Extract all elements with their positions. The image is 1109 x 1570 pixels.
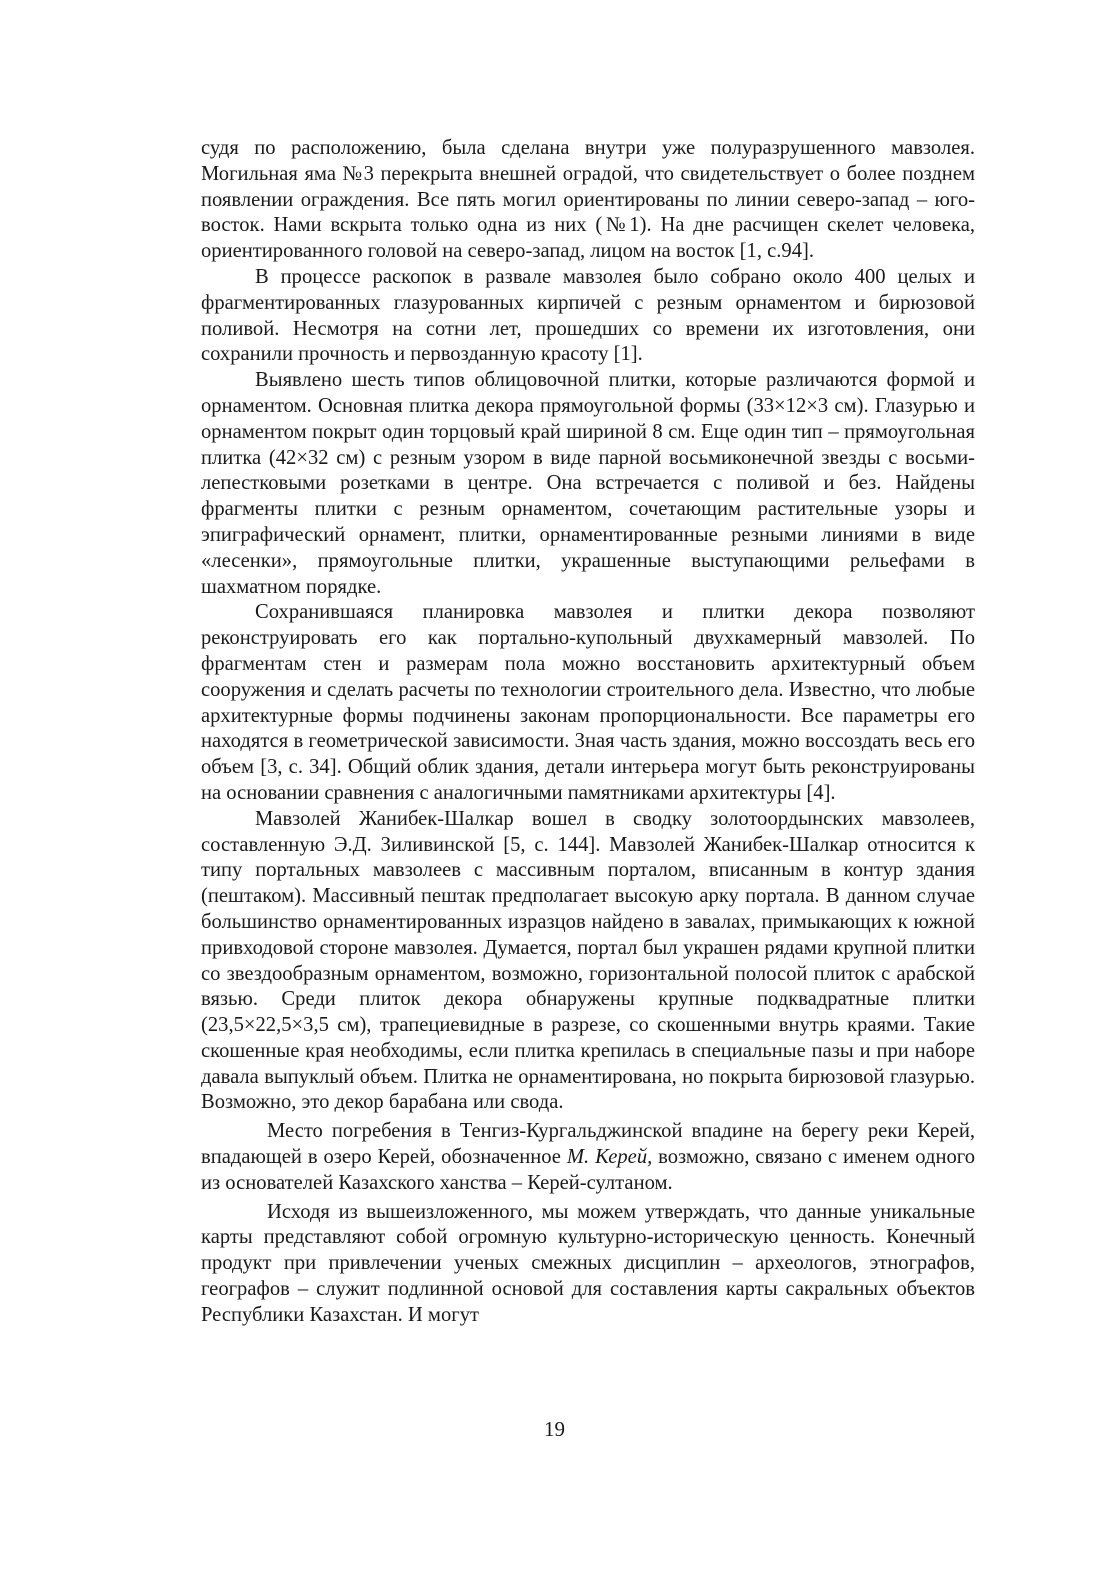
paragraph: судя по расположению, была сделана внутри уже полуразрушенного мавзолея. Могильная яма №3 перекрыта внешней оградой, что свидетельствует о более позднем появлении ограждения. Все пять могил ориентированы по линии северо-запад – юго-восток. Нами вскрыта только одна из них (№1). На дне расчищен скелет человека, ориентированного головой на северо-запад, лицом на восток [1, с.94].	[201, 137, 975, 263]
page-number: 19	[544, 1417, 565, 1441]
paragraph: В процессе раскопок в развале мавзолея было собрано около 400 целых и фрагментированных глазурованных кирпичей с резным орнаментом и бирюзовой поливой. Несмотря на сотни лет, прошедших со времени их изготовления, они сохранили прочность и первозданную красоту [1].	[201, 265, 975, 366]
paragraph: Исходя из вышеизложенного, мы можем утверждать, что данные уникальные карты представляют собой огромную культурно-историческую ценность. Конечный продукт при привлечении ученых смежных дисциплин – археологов, этнографов, географов – служит подлинной основой для составления карты сакральных объектов Республики Казахстан. И могут	[201, 1200, 975, 1326]
paragraph: Выявлено шесть типов облицовочной плитки, которые различаются формой и орнаментом. Основная плитка декора прямоугольной формы (33×12×3 см). Глазурью и орнаментом покрыт один торцовый край шириной 8 см. Еще один тип – прямоугольная плитка (42×32 см) с резным узором в виде парной восьмиконечной звезды с восьми-лепестковыми розетками в центре. Она встречается с поливой и без. Найдены фрагменты плитки с резным орнаментом, сочетающим растительные узоры и эпиграфический орнамент, плитки, орнаментированные резными линиями в виде «лесенки», прямоугольные плитки, украшенные выступающими рельефами в шахматном порядке.	[201, 369, 975, 598]
paragraph: Сохранившаяся планировка мавзолея и плитки декора позволяют реконструировать его как портально-купольный двухкамерный мавзолей. По фрагментам стен и размерам пола можно восстановить архитектурный объем сооружения и сделать расчеты по технологии строительного дела. Известно, что любые архитектурные формы подчинены законам пропорциональности. Все параметры его находятся в геометрической зависимости. Зная часть здания, можно воссоздать весь его объем [3, с. 34]. Общий облик здания, детали интерьера могут быть реконструированы на основании сравнения с аналогичными памятниками архитектуры [4].	[201, 601, 975, 804]
paragraph	[201, 1119, 975, 1196]
paragraph-text: Место погребения в Тенгиз-Кургальджинской впадине на берегу реки Керей, впадающей в озеро Керей, обозначенное	[201, 1120, 975, 1169]
paragraph-text: возможно, связано с именем одного из основателей Казахского ханства – Керей-султаном.	[201, 1146, 975, 1194]
paragraph: Мавзолей Жанибек-Шалкар вошел в сводку золотоордынских мавзолеев, составленную Э.Д. Зиливинской [5, с. 144]. Мавзолей Жанибек-Шалкар относится к типу портальных мавзолеев с массивным порталом, вписанным в контур здания (пештаком). Массивный пештак предполагает высокую арку портала. В данном случае большинство орнаментированных изразцов найдено в завалах, примыкающих к южной привходовой стороне мавзолея. Думается, портал был украшен рядами крупной плитки со звездообразным орнаментом, возможно, горизонтальной полосой плиток с арабской вязью. Среди плиток декора обнаружены крупные подквадратные плитки (23,5×22,5×3,5 см), трапециевидные в разрезе, со скошенными внутрь краями. Такие скошенные края необходимы, если плитка крепилась в специальные пазы и при наборе давала выпуклый объем. Плитка не орнаментирована, но покрыта бирюзовой глазурью. Возможно, это декор барабана или свода.	[201, 807, 975, 1114]
body-text	[201, 136, 975, 1329]
italic-place-name: М. Керей,	[566, 1146, 653, 1169]
